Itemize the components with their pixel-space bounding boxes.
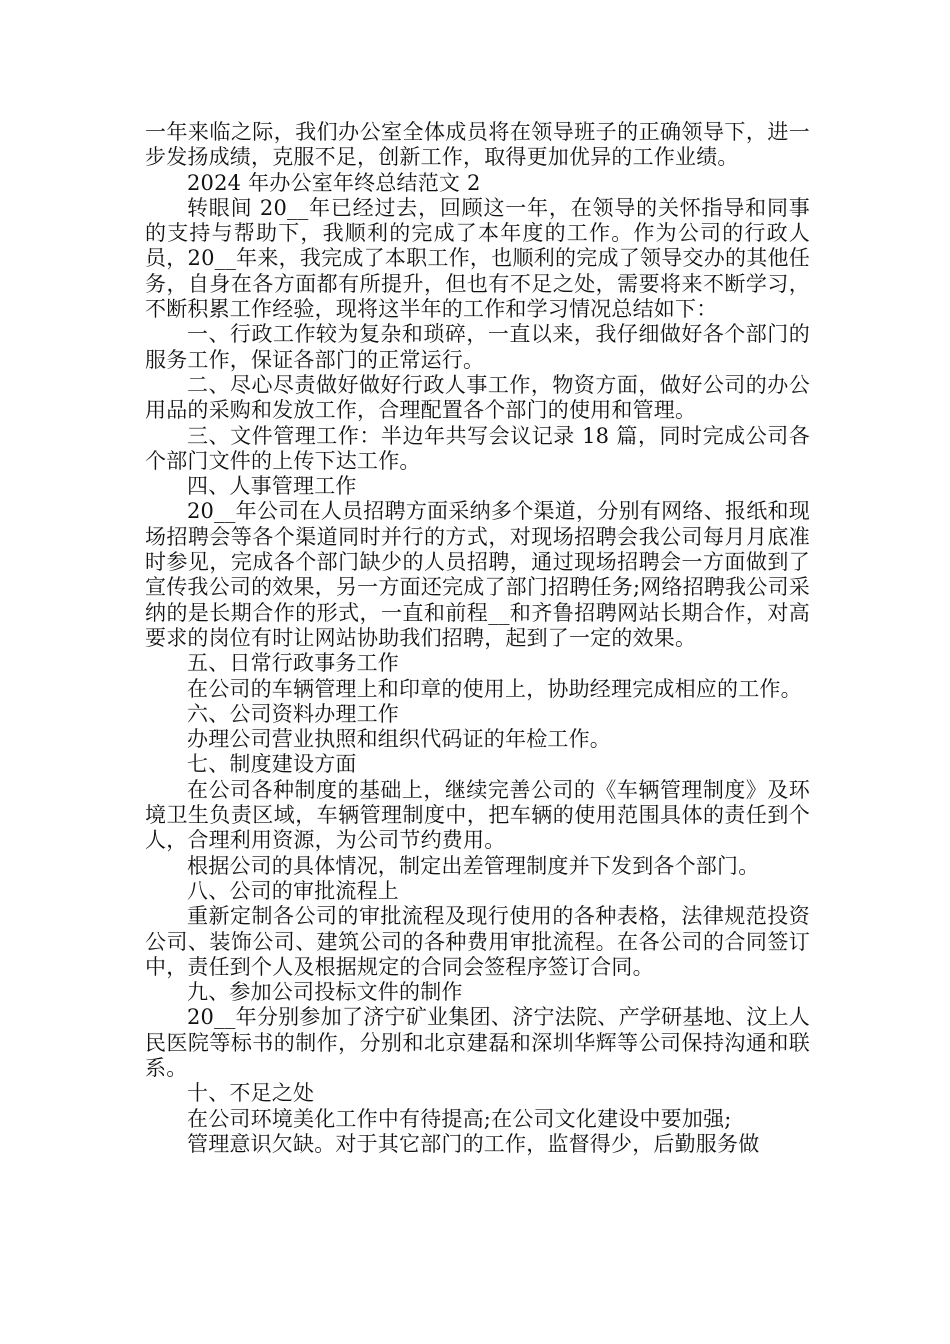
- body-paragraph: 在公司的车辆管理上和印章的使用上，协助经理完成相应的工作。: [187, 676, 802, 701]
- document-body: [145, 120, 810, 1157]
- body-paragraph: 一年来临之际，我们办公室全体成员将在领导班子的正确领导下，进一步发扬成绩，克服不足，创新工作，取得更加优异的工作业绩。: [145, 120, 810, 170]
- section-heading: 四、人事管理工作: [187, 474, 357, 499]
- body-paragraph: 办理公司营业执照和组织代码证的年检工作。: [187, 727, 611, 752]
- section-heading: 五、日常行政事务工作: [187, 651, 399, 676]
- body-paragraph: 三、文件管理工作：半边年共写会议记录 18 篇，同时完成公司各个部门文件的上传下达工作。: [145, 423, 810, 473]
- body-paragraph: 转眼间 20__年已经过去，回顾这一年，在领导的关怀指导和同事的支持与帮助下，我顺利的完成了本年度的工作。作为公司的行政人员，20__年来，我完成了本职工作，也顺利的完成了领导交办的其他任务，自身在各方面都有所提升，但也有不足之处，需要将来不断学习，不断积累工作经验，现将这半年的工作和学习情况总结如下：: [145, 195, 810, 322]
- body-paragraph: 20__年分别参加了济宁矿业集团、济宁法院、产学研基地、汶上人民医院等标书的制作，分别和北京建磊和深圳华辉等公司保持沟通和联系。: [145, 1005, 810, 1080]
- body-paragraph: 管理意识欠缺。对于其它部门的工作，监督得少，后勤服务做: [187, 1131, 760, 1156]
- section-heading: 八、公司的审批流程上: [187, 878, 399, 903]
- section-heading: 七、制度建设方面: [187, 752, 357, 777]
- body-paragraph: 根据公司的具体情况，制定出差管理制度并下发到各个部门。: [187, 853, 760, 878]
- section-heading: 十、不足之处: [187, 1081, 315, 1106]
- body-paragraph: 在公司环境美化工作中有待提高;在公司文化建设中要加强;: [187, 1106, 732, 1131]
- body-paragraph: 一、行政工作较为复杂和琐碎，一直以来，我仔细做好各个部门的服务工作，保证各部门的正常运行。: [145, 322, 810, 372]
- document-subtitle: 2024 年办公室年终总结范文 2: [187, 170, 481, 195]
- body-paragraph: 在公司各种制度的基础上，继续完善公司的《车辆管理制度》及环境卫生负责区域，车辆管理制度中，把车辆的使用范围具体的责任到个人，合理利用资源，为公司节约费用。: [145, 777, 810, 853]
- body-paragraph: 二、尽心尽责做好做好行政人事工作，物资方面，做好公司的办公用品的采购和发放工作，合理配置各个部门的使用和管理。: [145, 372, 810, 423]
- body-paragraph: 重新定制各公司的审批流程及现行使用的各种表格，法律规范投资公司、装饰公司、建筑公司的各种费用审批流程。在各公司的合同签订中，责任到个人及根据规定的合同会签程序签订合同。: [145, 904, 810, 979]
- section-heading: 九、参加公司投标文件的制作: [187, 980, 463, 1005]
- body-paragraph: 20__年公司在人员招聘方面采纳多个渠道，分别有网络、报纸和现场招聘会等各个渠道同时并行的方式，对现场招聘会我公司每月月底准时参见，完成各个部门缺少的人员招聘，通过现场招聘会一方面做到了宣传我公司的效果，另一方面还完成了部门招聘任务;网络招聘我公司采纳的是长期合作的形式，一直和前程__和齐鲁招聘网站长期合作，对高要求的岗位有时让网站协助我们招聘，起到了一定的效果。: [145, 499, 810, 650]
- section-heading: 六、公司资料办理工作: [187, 701, 399, 726]
